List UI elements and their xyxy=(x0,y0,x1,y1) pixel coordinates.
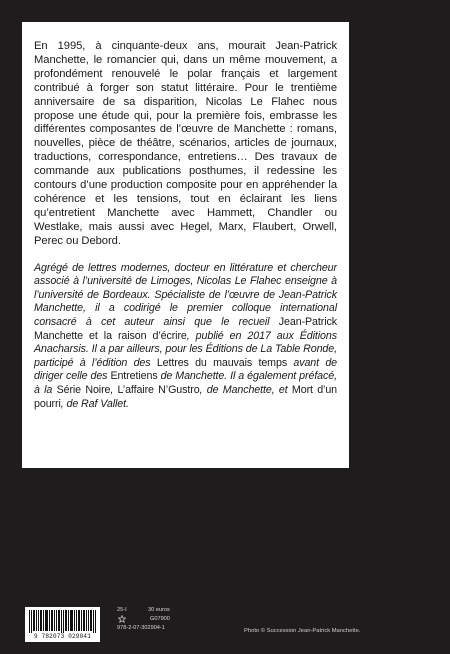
bio-title-1: Jean-Patrick Manchette et la raison d’écrire xyxy=(34,315,337,342)
category-code: 25-I xyxy=(117,607,127,613)
barcode xyxy=(25,607,100,642)
bio-text-2: , publié en 2017 aux Éditions Anacharsis. Il a par ailleurs, pour les Éditions de La Table Ronde, participé à l’édition des xyxy=(34,329,337,369)
bio-text-5: , xyxy=(110,383,118,396)
price: 30 euros xyxy=(148,607,170,613)
author-bio xyxy=(34,262,337,412)
reference-code: G07900 xyxy=(150,616,170,622)
isbn: 978-2-07-302904-1 xyxy=(117,625,165,631)
back-cover-text-panel xyxy=(22,22,349,468)
bio-title-3: Entretiens xyxy=(110,370,158,383)
bio-text-6: , de Manchette, et xyxy=(199,383,292,396)
bio-title-2: Lettres du mauvais temps xyxy=(156,356,288,369)
bio-text-3: avant de diriger celle des xyxy=(34,356,338,383)
bio-title-5: L’affaire N’Gustro xyxy=(117,383,200,396)
bio-text-4: de Manchette. Il a également préfacé, à la xyxy=(34,370,337,396)
barcode-number: 9 782073 029041 xyxy=(33,633,91,640)
photo-credit: Photo © Succession Jean-Patrick Manchette. xyxy=(244,628,361,634)
bio-title-4: Série Noire xyxy=(56,383,111,396)
barcode-icon xyxy=(29,610,96,633)
book-description: En 1995, à cinquante-deux ans, mourait Jean-Patrick Manchette, le romancier qui, dans un même mouvement, a profondément renouvelé le polar français et largement contribué à forger son statut littéraire. Pour le trentième anniversaire de sa disparition, Nicolas Le Flahec nous propose une étude qui, pour la première fois, embrasse les différentes composantes de l’œuvre de Manchette : romans, nouvelles, pièce de théâtre, scénarios, articles de journaux, traductions, correspondance, entretiens… Des travaux de commande aux publications posthumes, il redessine les contours d’une production composite pour en appréhender la cohérence et les tensions, tout en éclairant les liens qu’entretient Manchette avec Hammett, Chandler ou Westlake, mais aussi avec Hegel, Marx, Flaubert, Orwell, Perec ou Debord. xyxy=(34,40,337,247)
bio-title-6: Mort d’un pourri xyxy=(34,383,338,410)
bio-text-7: , de Raf Vallet. xyxy=(60,397,129,410)
bio-text-1: Agrégé de lettres modernes, docteur en littérature et chercheur associé à l’université de Limoges, Nicolas Le Flahec enseigne à l’université de Bordeaux. Spécialiste de l’œuvre de Jean-Patrick Manchette, il a codirigé le premier colloque international consacré à cet auteur ainsi que le recueil xyxy=(34,261,337,328)
publisher-ornament-icon xyxy=(118,615,126,623)
